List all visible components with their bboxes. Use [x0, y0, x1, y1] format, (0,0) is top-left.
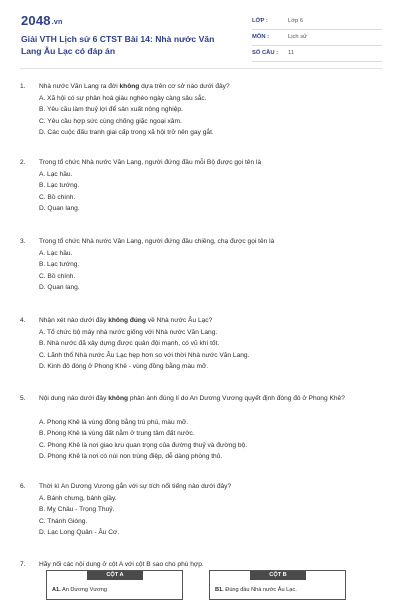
options — [39, 248, 359, 294]
row-label: B1. — [215, 587, 224, 593]
question-number: 5. — [20, 395, 26, 402]
meta-row-subject — [252, 30, 382, 46]
column-a-header: CỘT A — [87, 571, 143, 580]
row-text: Đúng đầu Nhà nước Âu Lạc. — [223, 587, 297, 593]
site-logo[interactable] — [21, 13, 62, 28]
question-number: 3. — [20, 238, 26, 245]
options — [39, 327, 359, 373]
option-c: C. Lãnh thổ Nhà nước Âu Lạc hẹp hơn so với thời Nhà nước Văn Lang. — [39, 351, 250, 359]
stem-emphasis: không — [108, 395, 129, 402]
row-text: An Dương Vương — [60, 587, 107, 593]
question-stem — [39, 236, 359, 247]
question-stem — [39, 315, 359, 326]
option-b: B. Lạc tướng. — [39, 182, 80, 190]
stem-emphasis: không — [119, 83, 140, 90]
stem-text: Thời kì An Dương Vương gắn với sự tích nổi tiếng nào dưới đây? — [39, 483, 232, 490]
meta-value: 11 — [288, 50, 295, 56]
stem-text: dựa trên cơ sở nào dưới đây? — [139, 83, 230, 90]
matching-table — [46, 570, 346, 600]
option-b: B. Nhà nước đã xây dựng được quân đội mạnh, có vũ khí tốt. — [39, 340, 220, 348]
question-number: 7. — [20, 561, 26, 568]
page-title: Giải VTH Lịch sử 6 CTST Bài 14: Nhà nước Văn Lang Âu Lạc có đáp án — [21, 34, 215, 56]
option-c: C. Bồ chính. — [39, 272, 76, 280]
meta-row-count — [252, 46, 382, 62]
meta-panel — [252, 14, 382, 62]
logo-text: 2048 — [21, 13, 51, 28]
option-c: C. Yêu cầu hợp sức cùng chống giặc ngoại xâm. — [39, 117, 182, 125]
stem-text: Trong tổ chức Nhà nước Văn Lang, người đứng đầu chiềng, chạ được gọi tên là — [39, 238, 275, 245]
stem-text: về Nhà nước Âu Lạc? — [145, 317, 213, 324]
option-a: A. Xã hội có sự phân hoá giàu nghèo ngày càng sâu sắc. — [39, 95, 207, 102]
stem-text: Nhà nước Văn Lang ra đời — [39, 83, 120, 90]
option-a: A. Lạc hầu. — [39, 171, 73, 178]
option-d: D. Quan lang. — [39, 205, 80, 213]
column-b-header: CỘT B — [250, 571, 306, 580]
column-b — [209, 570, 346, 600]
meta-key: SỐ CÂU : — [252, 50, 279, 56]
header-divider — [20, 68, 382, 69]
stem-text: phản ánh đúng lí do An Dương Vương quyết định đóng đô ở Phong Khê? — [128, 395, 345, 402]
option-a: A. Bánh chưng, bánh giầy. — [39, 495, 117, 502]
option-c: C. Phong Khê là nơi giao lưu quan trọng của đường thuỷ và đường bộ. — [39, 441, 248, 449]
question-stem — [39, 481, 359, 492]
question-stem — [39, 81, 359, 92]
option-b: B. Yêu cầu làm thuỷ lợi để sản xuất nông nghiệp. — [39, 106, 183, 114]
question-stem — [39, 157, 359, 168]
option-b: B. Mỵ Châu - Trọng Thuỷ. — [39, 506, 115, 514]
logo-suffix: .vn — [51, 19, 63, 26]
options — [39, 93, 359, 139]
option-b: B. Phong Khê là vùng đất nằm ở trung tâm đất nước. — [39, 430, 195, 438]
column-a-row-1 — [52, 587, 107, 593]
option-d: D. Lạc Long Quân - Âu Cơ. — [39, 529, 120, 537]
column-a — [46, 570, 183, 600]
meta-value: Lớp 6 — [288, 18, 304, 24]
question-number: 4. — [20, 317, 26, 324]
option-c: C. Thánh Gióng. — [39, 517, 88, 525]
option-b: B. Lạc tướng. — [39, 261, 80, 269]
option-d: D. Phong Khê là nơi có núi non trùng điệp, dễ dàng phòng thủ. — [39, 453, 223, 461]
column-b-row-1 — [215, 587, 297, 593]
header — [0, 0, 400, 72]
stem-text: Hãy nối các nội dung ở cột A với cột B sao cho phù hợp. — [39, 561, 204, 568]
meta-key: MÔN : — [252, 34, 270, 40]
question-stem — [39, 393, 359, 404]
option-d: D. Các cuộc đấu tranh giai cấp trong xã hội trở nên gay gắt. — [39, 129, 214, 137]
option-a: A. Phong Khê là vùng đồng bằng trù phú, màu mỡ. — [39, 419, 189, 426]
options — [39, 493, 359, 539]
meta-key: LỚP : — [252, 18, 268, 24]
stem-emphasis: không đúng — [108, 317, 146, 324]
meta-value: Lịch sử — [288, 34, 308, 40]
stem-text: Trong tổ chức Nhà nước Văn Lang, người đứng đầu mỗi Bộ được gọi tên là — [39, 159, 262, 166]
stem-text: Nhận xét nào dưới đây — [39, 317, 109, 324]
option-d: D. Kinh đô đóng ở Phong Khê - vùng đồng bằng màu mỡ. — [39, 363, 209, 371]
question-number: 2. — [20, 159, 26, 166]
option-c: C. Bồ chính. — [39, 193, 76, 201]
stem-text: Nội dung nào dưới đây — [39, 395, 109, 402]
option-a: A. Tổ chức bộ máy nhà nước giống với Nhà nước Văn Lang. — [39, 329, 218, 336]
row-label: A1. — [52, 587, 61, 593]
question-stem — [39, 559, 359, 570]
options — [39, 417, 359, 463]
question-number: 1. — [20, 83, 26, 90]
option-d: D. Quan lang. — [39, 284, 80, 292]
option-a: A. Lạc hầu. — [39, 250, 73, 257]
meta-row-class — [252, 14, 382, 30]
question-number: 6. — [20, 483, 26, 490]
options — [39, 169, 359, 215]
